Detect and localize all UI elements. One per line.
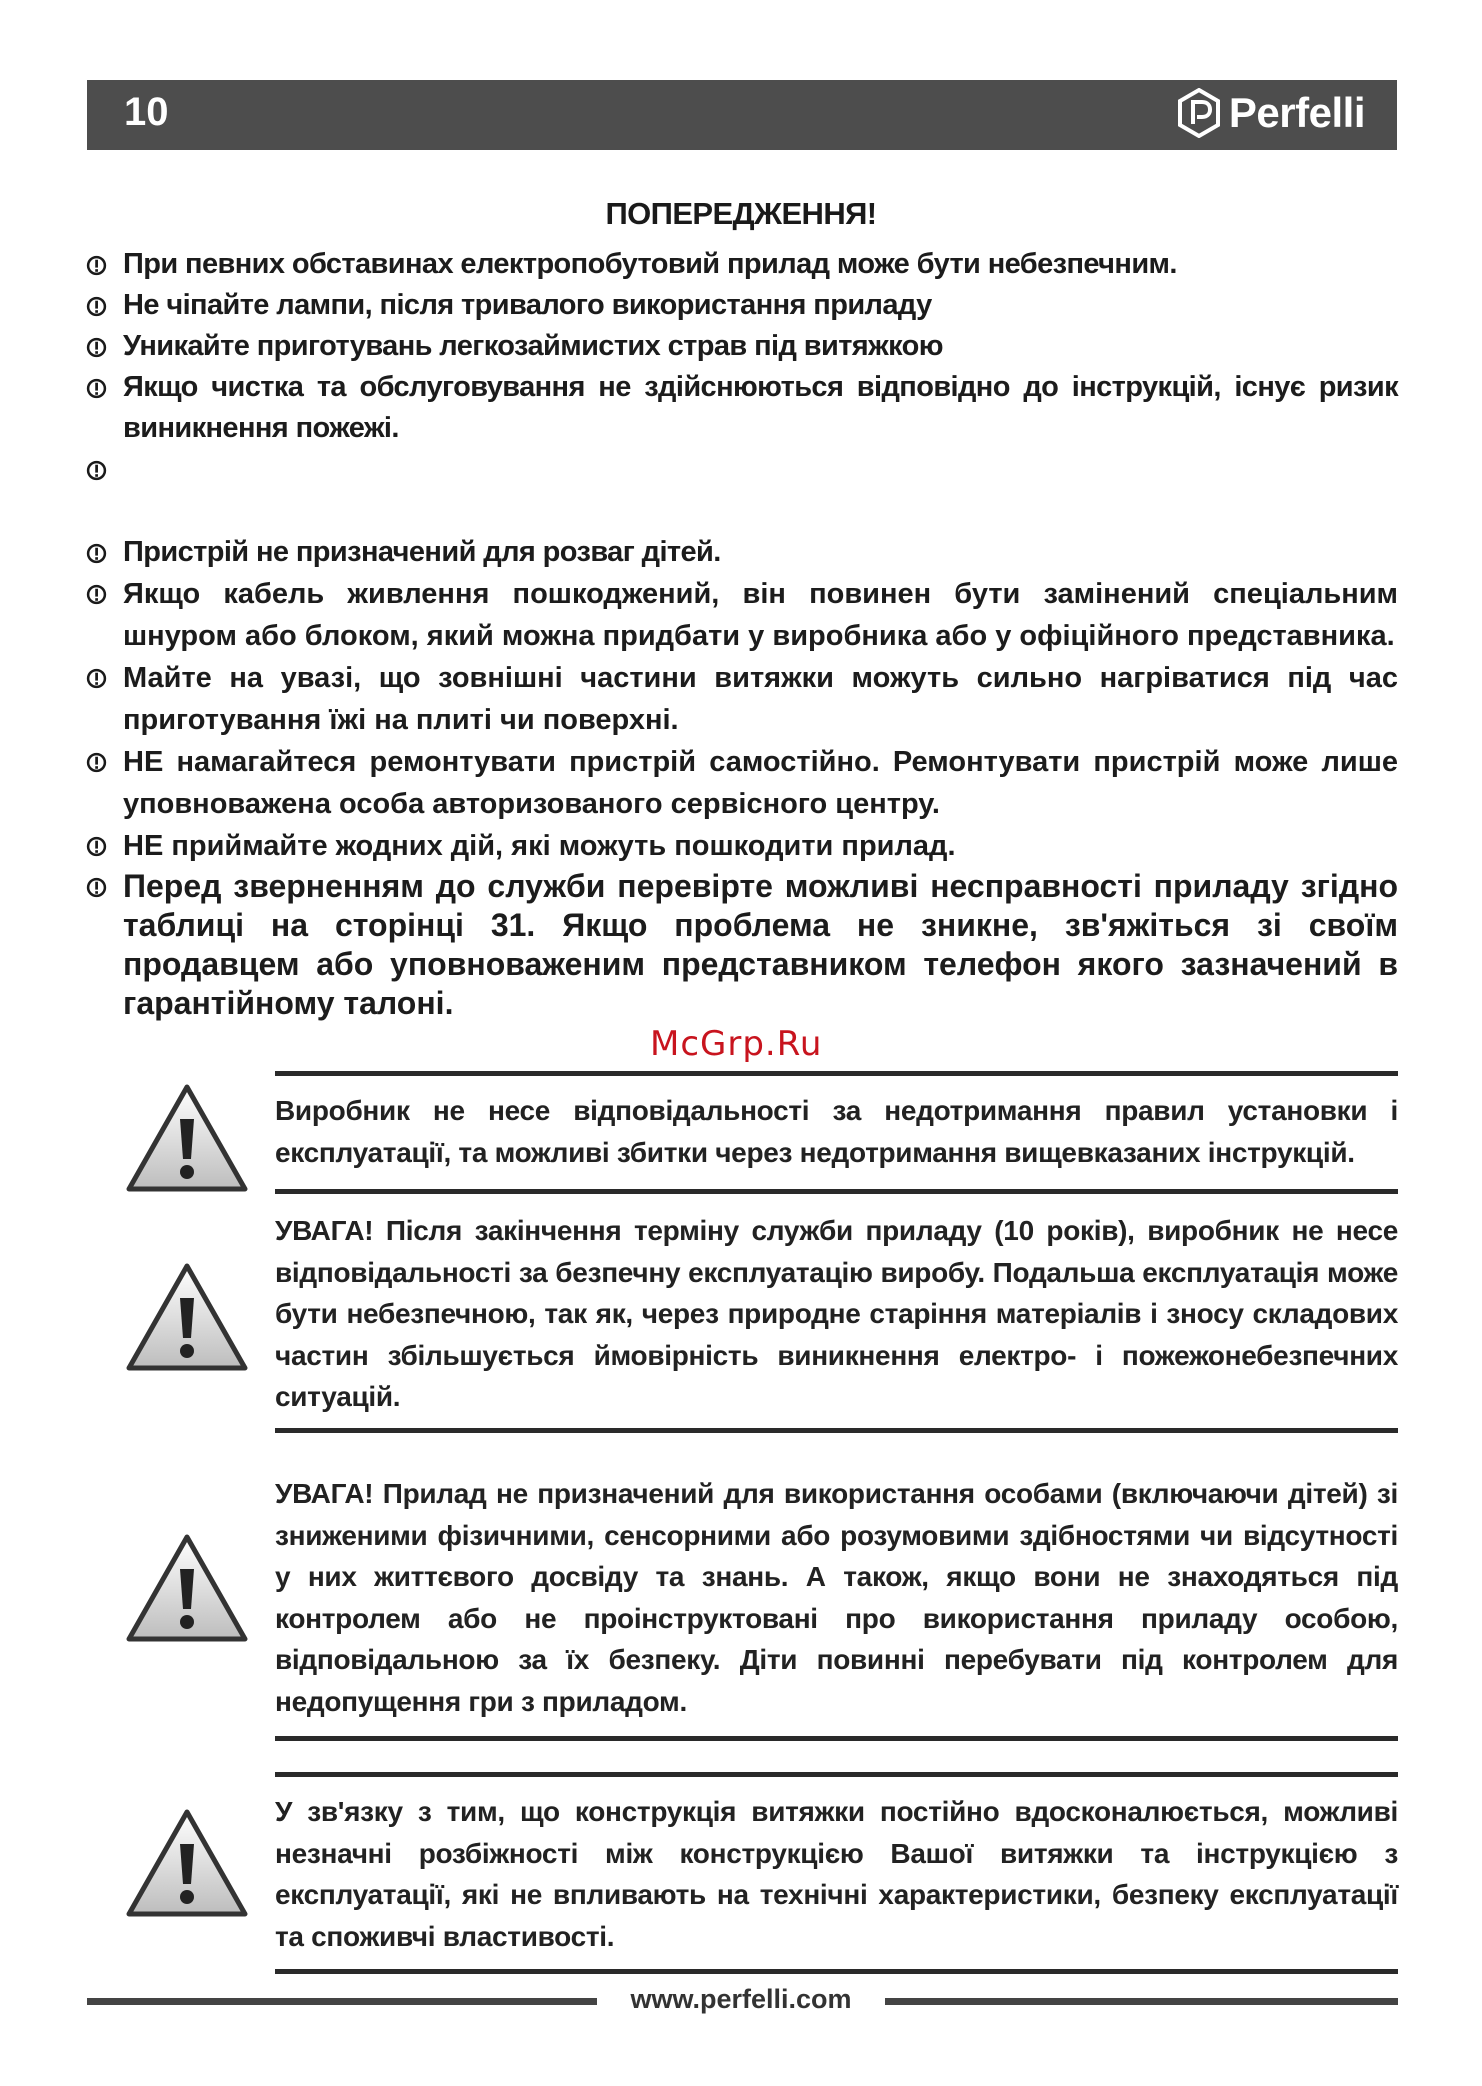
warning-text (123, 453, 130, 485)
warning-text: Якщо кабель живлення пошкоджений, він повинен бути замінений спеціальним шнуром або блоком, який можна придбати у виробника або у офіційного представника. (123, 578, 1398, 652)
notice-box (275, 1071, 1398, 1194)
warning-list (86, 244, 1398, 1023)
warning-text: НЕ приймайте жодних дій, які можуть пошкодити прилад. (123, 830, 956, 862)
notice-box (275, 1473, 1398, 1741)
notice-box (275, 1210, 1398, 1433)
info-circle-icon (86, 877, 107, 898)
header-bar (87, 80, 1397, 150)
list-item (86, 449, 1398, 490)
warning-text: Якщо чистка та обслуговування не здійснюються відповідно до інструкцій, існує ризик виникнення пожежі. (123, 371, 1398, 444)
warning-text: НЕ намагайтеся ремонтувати пристрій самостійно. Ремонтувати пристрій може лише уповноважена особа авторизованого сервісного центру. (123, 746, 1398, 820)
list-item (86, 285, 1398, 326)
warning-text: Майте на увазі, що зовнішні частини витяжки можуть сильно нагріватися під час приготування їжі на плиті чи поверхні. (123, 662, 1398, 736)
notice-text: Виробник не несе відповідальності за недотримання правил установки і експлуатації, та можливі збитки через недотримання вищевказаних інструкцій. (275, 1095, 1398, 1168)
info-circle-icon (86, 460, 107, 481)
info-circle-icon (86, 255, 107, 276)
info-circle-icon (86, 584, 107, 605)
warning-text: При певних обставинах електропобутовий прилад може бути небезпечним. (123, 248, 1177, 280)
page-title: ПОПЕРЕДЖЕННЯ! (605, 196, 877, 231)
warning-triangle-icon (125, 1083, 249, 1195)
list-item (86, 867, 1398, 1023)
info-circle-icon (86, 378, 107, 399)
info-circle-icon (86, 836, 107, 857)
warning-text: Пристрій не призначений для розваг дітей. (123, 536, 721, 568)
notice-box (275, 1772, 1398, 1974)
info-circle-icon (86, 752, 107, 773)
brand-name: Perfelli (1228, 89, 1365, 136)
info-circle-icon (86, 543, 107, 564)
page-number: 10 (124, 90, 169, 134)
warning-triangle-icon (125, 1262, 249, 1374)
list-item (86, 657, 1398, 741)
list-item (86, 367, 1398, 449)
footer-url: www.perfelli.com (630, 1984, 852, 2014)
list-item (86, 532, 1398, 573)
list-item (86, 825, 1398, 867)
watermark: McGrp.Ru (650, 1024, 823, 1064)
perfelli-p-logo-icon (1177, 88, 1221, 138)
list-item (86, 741, 1398, 825)
notice-text: УВАГА! Прилад не призначений для використання особами (включаючи дітей) зі зниженими фізичними, сенсорними або розумовими здібностями чи відсутності у них життєвого досвіду та знань. А також, якщо вони не знаходяться під контролем або не проінструктовані про використання приладу особою, відповідальною за їх безпеку. Діти повинні перебувати під контролем для недопущення гри з приладом. (275, 1478, 1398, 1717)
warning-triangle-icon (125, 1533, 249, 1645)
list-item (86, 244, 1398, 285)
warning-triangle-icon (125, 1808, 249, 1920)
warning-text: Перед зверненням до служби перевірте можливі несправності приладу згідно таблиці на сторінці 31. Якщо проблема не зникне, зв'яжіться зі своїм продавцем або уповноваженим представником телефон якого зазначений в гарантійному талоні. (123, 868, 1398, 1021)
brand-logo (1177, 88, 1365, 138)
notice-text: У зв'язку з тим, що конструкція витяжки постійно вдосконалюється, можливі незначні розбіжності між конструкцією Вашої витяжки та інструкцією з експлуатації, які не впливають на технічні характеристики, безпеку експлуатації та споживчі властивості. (275, 1796, 1398, 1952)
info-circle-icon (86, 668, 107, 689)
notice-text: УВАГА! Після закінчення терміну служби приладу (10 років), виробник не несе відповідальності за безпечну експлуатацію виробу. Подальша експлуатація може бути небезпечною, так як, через природне старіння матеріалів і зносу складових частин збільшується ймовірність виникнення електро- і пожежонебезпечних ситуацій. (275, 1215, 1398, 1412)
warning-text: Не чіпайте лампи, після тривалого використання приладу (123, 289, 932, 321)
info-circle-icon (86, 296, 107, 317)
info-circle-icon (86, 337, 107, 358)
list-item (86, 326, 1398, 367)
list-item (86, 573, 1398, 657)
warning-text: Уникайте приготувань легкозаймистих страв під витяжкою (123, 330, 943, 362)
